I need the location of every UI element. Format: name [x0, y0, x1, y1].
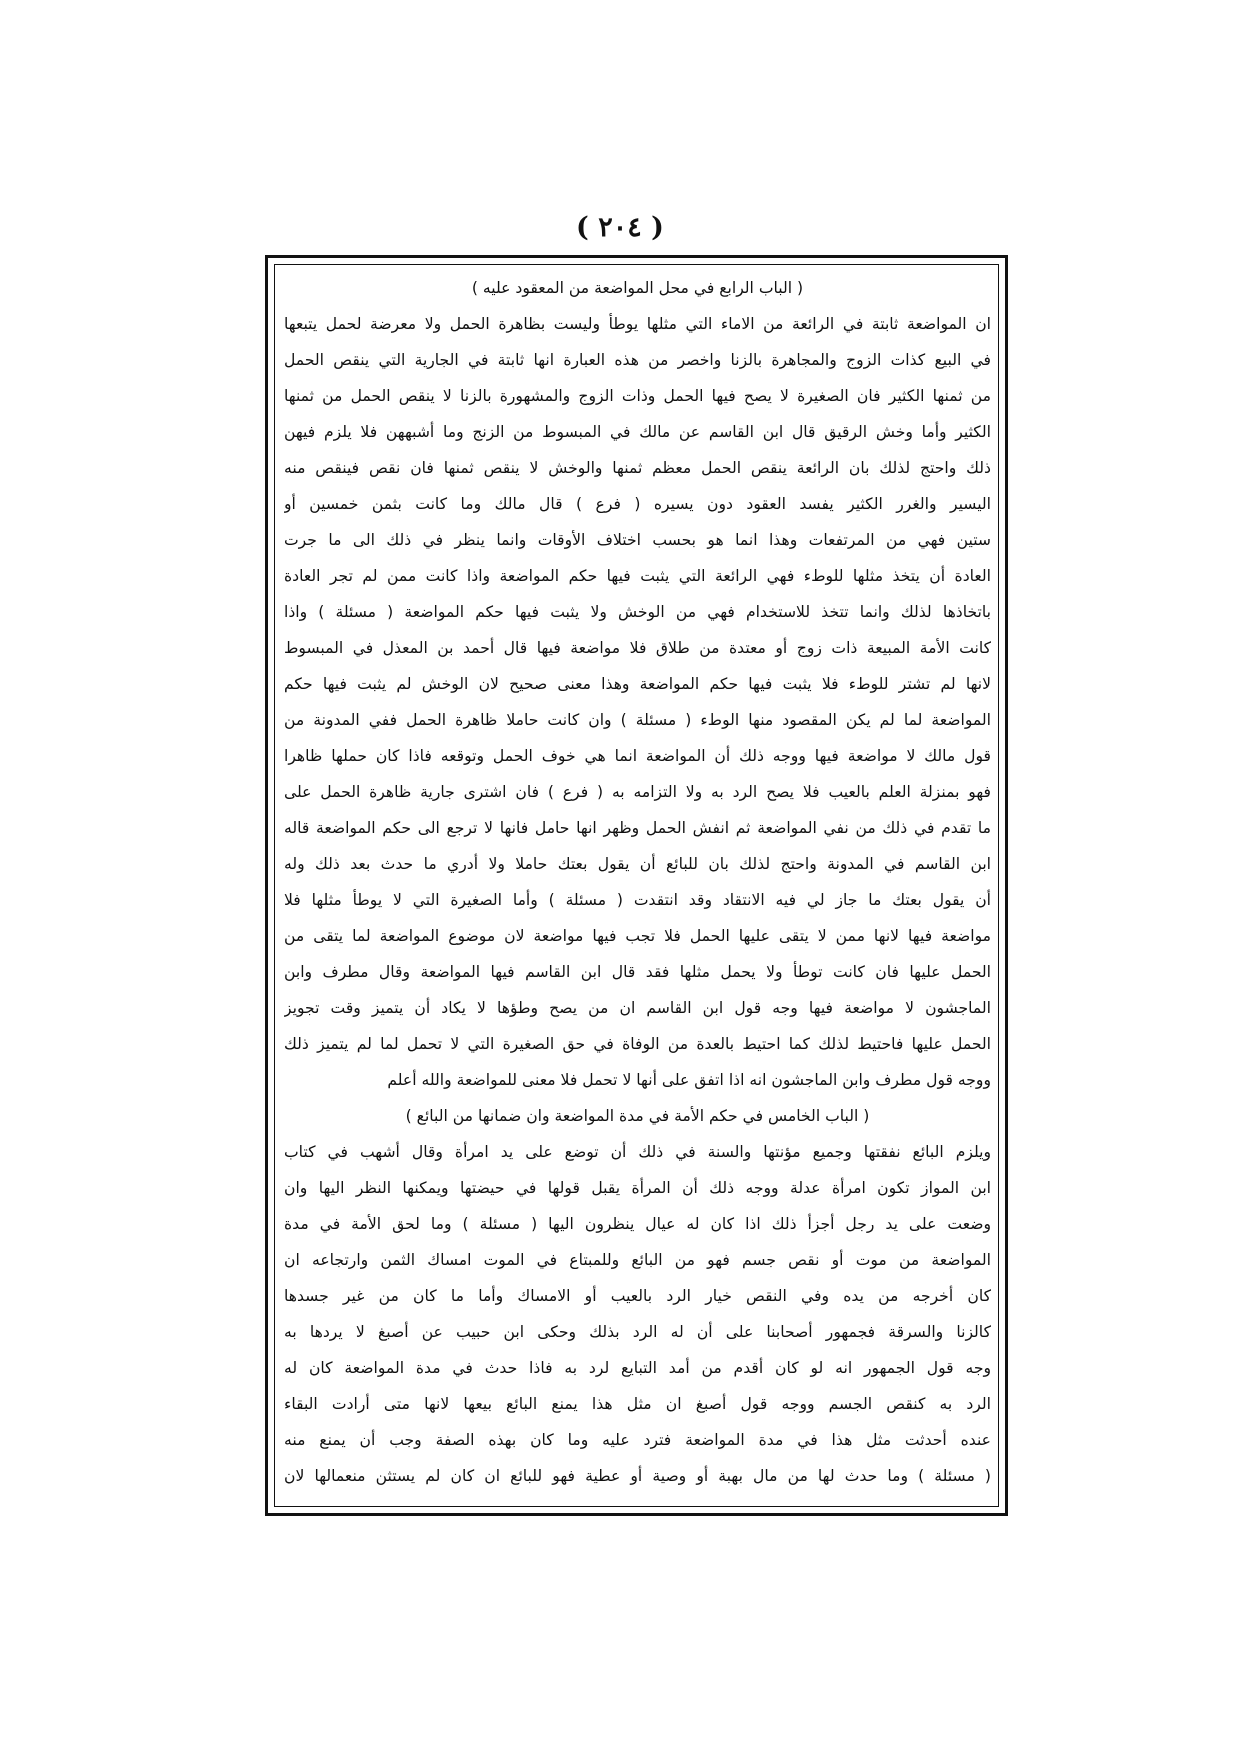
page-number: ( ٢٠٤ ) [576, 212, 664, 243]
text-line: باتخاذها لذلك وانما تتخذ للاستخدام فهي من الوخش ولا يثبت فيها حكم المواضعة ( مسئلة ) واذا [284, 603, 991, 621]
text-line: وضعت على يد رجل أجزأ ذلك اذا كان له عيال ينظرون اليها ( مسئلة ) وما لحق الأمة في مدة [284, 1215, 991, 1233]
text-line: اليسير والغرر الكثير يفسد العقود دون يسيره ( فرع ) قال مالك وما كانت بثمن خمسين أو [284, 495, 991, 513]
text-line: ذلك واحتج لذلك بان الرائعة ينقص الحمل معظم ثمنها والوخش لا ينقص ثمنها فان نقص فينقص منه [284, 459, 991, 477]
section-heading: ( الباب الخامس في حكم الأمة في مدة المواضعة وان ضمانها من البائع ) [405, 1107, 870, 1125]
text-line: ابن القاسم في المدونة واحتج لذلك بان للبائع أن يقول بعتك حاملا ولا أدري ما حدث بعد ذلك وله [284, 855, 991, 873]
text-line: قول مالك لا مواضعة فيها ووجه ذلك أن المواضعة انما هي خوف الحمل وتوقعه فاذا كان حملها ظاهرا [284, 747, 991, 765]
text-line: المواضعة من موت أو نقص جسم فهو من البائع وللمبتاع في الموت امساك الثمن وارتجاعه ان [284, 1251, 991, 1269]
text-line: ووجه قول مطرف وابن الماجشون انه اذا اتفق على أنها لا تحمل فلا معنى للمواضعة والله أعلم [387, 1071, 991, 1089]
text-line: ويلزم البائع نفقتها وجميع مؤنتها والسنة في ذلك أن توضع على يد امرأة وقال أشهب في كتاب [284, 1143, 991, 1161]
text-line: أن يقول بعتك ما جاز لي فيه الانتقاد وقد انتقدت ( مسئلة ) وأما الصغيرة التي لا يوطأ مثلها فلا [284, 891, 991, 909]
text-line: من ثمنها الكثير فان الصغيرة لا يصح فيها الحمل وذات الزوج والمشهورة بالزنا لا ينقص الحمل من ثمنها [284, 387, 991, 405]
text-line: ما تقدم في ذلك من نفي المواضعة ثم انفش الحمل وظهر انها حامل فانها لا ترجع الى حكم المواضعة قاله [284, 819, 991, 837]
text-line: ( مسئلة ) وما حدث لها من مال بهبة أو وصية أو عطية فهو للبائع ان كان لم يستثن منعمالها لان [284, 1467, 991, 1485]
text-line: كالزنا والسرقة فجمهور أصحابنا على أن له الرد بذلك وحكى ابن حبيب عن أصبغ لا يردها به [284, 1323, 991, 1341]
text-line: ان المواضعة ثابتة في الرائعة من الاماء التي مثلها يوطأ وليست بظاهرة الحمل ولا معرضة لحمل يتبعها [284, 315, 991, 333]
text-line: ابن المواز تكون امرأة عدلة ووجه ذلك أن المرأة يقبل قولها في حيضتها ويمكنها النظر اليها وان [284, 1179, 991, 1197]
text-line: الكثير وأما وخش الرقيق قال ابن القاسم عن مالك في المبسوط من الزنج وما أشبههن فلا يلزم فيهن [284, 423, 991, 441]
text-line: عنده أحدثت مثل هذا في مدة المواضعة فترد عليه وما كان بهذه الصفة وجب أن يمنع منه [284, 1431, 991, 1449]
text-line: وجه قول الجمهور انه لو كان أقدم من أمد التبايع لرد به فاذا حدث في مدة المواضعة كان له [284, 1359, 991, 1377]
text-block [284, 270, 991, 1494]
text-line: لانها لم تشتر للوطء فلا يثبت فيها حكم المواضعة وهذا معنى صحيح لان الوخش لم يثبت فيها حكم [284, 675, 991, 693]
text-line: فهو بمنزلة العلم بالعيب فلا يصح الرد به ولا التزامه به ( فرع ) فان اشترى جارية ظاهرة الحمل على [284, 783, 991, 801]
text-line: الحمل عليها فاحتيط لذلك كما احتيط بالعدة من الوفاة في حق الصغيرة التي لا تحمل لما لم يتميز ذلك [284, 1035, 991, 1053]
text-line: مواضعة فيها لانها ممن لا يتقى عليها الحمل فلا تجب فيها مواضعة لان موضوع المواضعة لما يتقى من [284, 927, 991, 945]
page-frame [265, 255, 1008, 1516]
text-line: الرد به كنقص الجسم ووجه قول أصبغ ان مثل هذا يمنع البائع بيعها لانها متى أرادت البقاء [284, 1395, 991, 1413]
text-line: كان أخرجه من يده وفي النقص خيار الرد بالعيب أو الامساك وأما ما كان من غير جسدها [284, 1287, 991, 1305]
text-line: في البيع كذات الزوج والمجاهرة بالزنا واخصر من هذه العبارة انها ثابتة في الجارية التي ينقص الحمل [284, 351, 991, 369]
text-line: الحمل عليها فان كانت توطأ ولا يحمل مثلها فقد قال ابن القاسم فيها المواضعة وقال مطرف وابن [284, 963, 991, 981]
text-line: ستين فهي من المرتفعات وهذا انما هو بحسب اختلاف الأوقات وانما ينظر في ذلك الى ما جرت [284, 531, 991, 549]
text-line: العادة أن يتخذ مثلها للوطء فهي الرائعة التي يثبت فيها حكم المواضعة واذا كانت ممن لم تجر العادة [284, 567, 991, 585]
section-heading: ( الباب الرابع في محل المواضعة من المعقود عليه ) [471, 279, 804, 297]
text-line: المواضعة لما لم يكن المقصود منها الوطء ( مسئلة ) وان كانت حاملا ظاهرة الحمل ففي المدونة من [284, 711, 991, 729]
text-line: كانت الأمة المبيعة ذات زوج أو معتدة من طلاق فلا مواضعة فيها قال أحمد بن المعذل في المبسوط [284, 639, 991, 657]
text-line: الماجشون لا مواضعة فيها وجه قول ابن القاسم ان من يصح وطؤها لا يكاد أن يتميز وقت تجويز [284, 999, 991, 1017]
